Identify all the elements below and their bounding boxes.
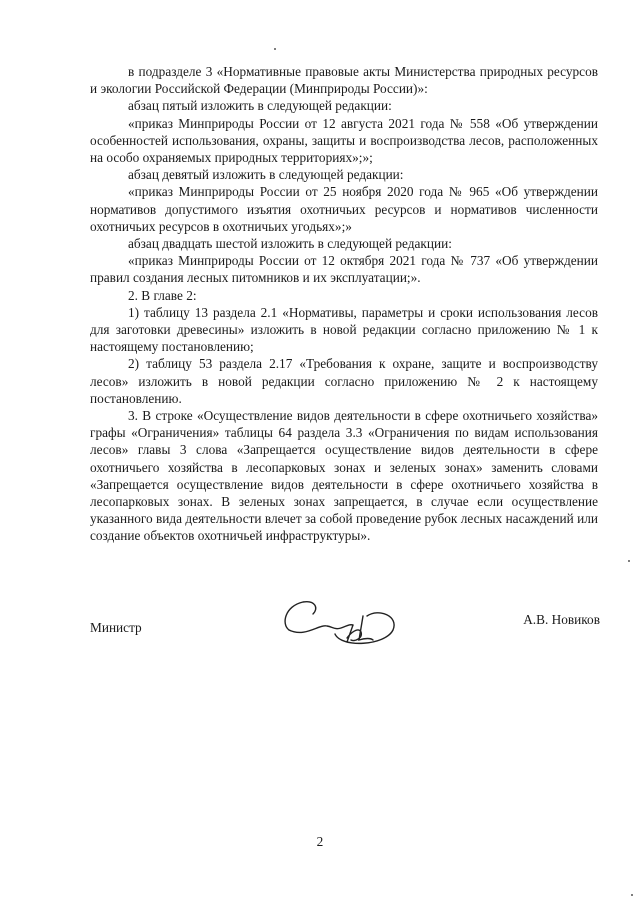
paragraph-order-558: «приказ Минприроды России от 12 августа 2021 года № 558 «Об утверждении особенностей использования, охраны, защиты и воспроизводства лесов, расположенных на особо охраняемых природных территориях»;»; <box>90 115 598 166</box>
signatory-title: Министр <box>90 620 142 635</box>
paragraph-chapter-2: 2. В главе 2: <box>128 287 197 303</box>
document-body <box>90 63 598 545</box>
paragraph-item-2: 2) таблицу 53 раздела 2.17 «Требования к охране, защите и воспроизводству лесов» изложить в новой редакции согласно приложению № 2 к настоящему постановлению. <box>90 356 598 406</box>
scan-speck <box>628 560 630 562</box>
paragraph-item-3: 3. В строке «Осуществление видов деятельности в сфере охотничьего хозяйства» графы «Ограничения» таблицы 64 раздела 3.3 «Ограничения по видам использования лесов» главы 3 слова «Запрещается осуществление видов деятельности в сфере охотничьего хозяйства в лесопарковых зонах и зеленых зонах» заменить словами «Запрещается осуществление видов деятельности в сфере охотничьего хозяйства в лесопарковых зонах. В зеленых зонах запрещается, в случае если осуществление указанного вида деятельности влечет за собой проведение рубок лесных насаждений или создание объектов охотничьей инфраструктуры». <box>90 408 598 544</box>
scan-speck <box>631 894 633 896</box>
paragraph-abzac-9: абзац девятый изложить в следующей редакции: <box>128 167 404 183</box>
paragraph-order-965: «приказ Минприроды России от 25 ноября 2020 года № 965 «Об утверждении нормативов допустимого изъятия охотничьих ресурсов и нормативов численности охотничьих ресурсов в охотничьих угодьях»;» <box>90 184 598 234</box>
page-number: 2 <box>316 834 324 849</box>
paragraph-abzac-26: абзац двадцать шестой изложить в следующей редакции: <box>128 236 452 252</box>
scan-speck <box>274 48 276 50</box>
paragraph-item-1: 1) таблицу 13 раздела 2.1 «Нормативы, параметры и сроки использования лесов для заготовки древесины» изложить в новой редакции согласно приложению № 1 к настоящему постановлению; <box>90 304 598 355</box>
signature-block <box>90 612 600 652</box>
handwritten-signature <box>275 594 405 654</box>
paragraph-abzac-5: абзац пятый изложить в следующей редакции: <box>128 98 392 114</box>
paragraph-subsection-3: в подразделе 3 «Нормативные правовые акты Министерства природных ресурсов и экологии Российской Федерации (Минприроды России)»: <box>90 64 598 97</box>
signatory-name: А.В. Новиков <box>523 612 600 627</box>
paragraph-order-737: «приказ Минприроды России от 12 октября 2021 года № 737 «Об утверждении правил создания лесных питомников и их эксплуатации;». <box>90 253 598 286</box>
